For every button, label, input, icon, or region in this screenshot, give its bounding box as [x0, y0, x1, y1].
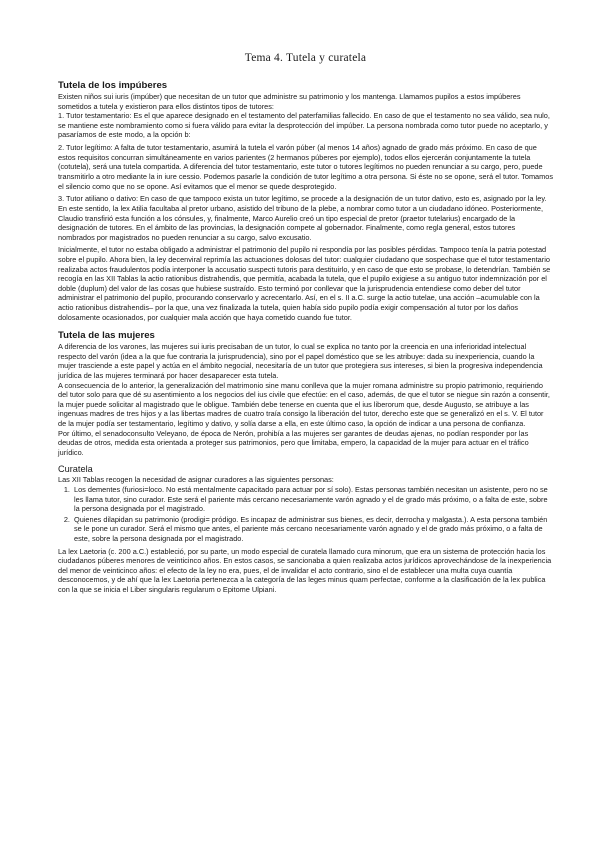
paragraph: Inicialmente, el tutor no estaba obligado a administrar el patrimonio del pupilo ni respondía por las posibles pérdidas. Tampoco tenía la patria potestad sobre el pupilo. Ahora bien, la ley decenviral reprimía las actuaciones dolosas del tutor: cualquier ciudadano que sospechase que el tutor testamentario realizaba actos fraudulentos podía interponer la accusatio suspecti tutoris para destituirlo, y en caso de que esto se probase, lo detendrían. También se recogía en las XII Tablas la actio rationibus distrahendis, que permitía, acabada la tutela, que el pupilo exigiese a su antiguo tutor indemnización por el doble (duplum) del valor de las cosas que hubiese sustraído. Esto terminó por conllevar que la jurisprudencia entendiese como deber del tutor administrar el patrimonio del pupilo, procurando conservarlo y acrecentarlo. Así, en el s. II a.C. surge la actio tutelae, una acción –acumulable con la actio rationibus distrahendis– por la que, una vez finalizada la tutela, quien había sido pupilo podía exigir compensación al tutor por los daños dolosamente ocasionados, por cualquier mala acción que haya cometido cuando fue tutor. [58, 245, 551, 322]
paragraph: La lex Laetoria (c. 200 a.C.) estableció, por su parte, un modo especial de curatela llamado cura minorum, que era un sistema de protección hacia los ciudadanos púberes menores de veinticinco años. En estos casos, se sancionaba a quien realizaba actos jurídicos aprovechándose de la inexperiencia del menor de veinticinco años: el efecto de la ley no era, pues, el de invalidar el acto contrario, sino el de establecer una multa cuya cuantía desconocemos, y de ahí que la lex Laetoria pertenezca a la categoría de las leges minus quam perfectae, conforme a la clasificación de la lex publica con la que se inicia el Liber singularis regularum o Epitome Ulpiani. [58, 546, 552, 594]
paragraph: A consecuencia de lo anterior, la generalización del matrimonio sine manu conlleva que la mujer romana administre su propio patrimonio, requiriendo del tutor solo para que dé su asentimiento a los negocios del ius civile que efectúe: en el caso, además, de que el tutor se niegue sin razón a consentir, la mujer puede solicitar al magistrado que le obligue. También debe tenerse en cuenta que el ius liberorum que, desde Augusto, se atribuye a las ingenuas madres de tres hijos y a las libertas madres de cuatro traía consigo la liberación del tutor, derecho este que se generalizó en el s. V. El tutor de la mujer podía ser testamentario, legítimo y dativo, y solía darse a ella, en este último caso, la opción de indicar a una persona de confianza. [58, 380, 550, 428]
section-heading: Tutela de los impúberes [58, 80, 168, 91]
section-heading: Curatela [58, 464, 93, 475]
paragraph: 3. Tutor atiliano o dativo: En caso de que tampoco exista un tutor legítimo, se procede a la designación de un tutor dativo, esto es, asignado por la ley. En este sentido, la lex Atilia facultaba al pretor urbano, asistido del tribuno de la plebe, a nombrar como tutor a un ciudadano idóneo. Posteriormente, Claudio transfirió esta función a los cónsules, y, finalmente, Marco Aurelio creó un tipo especial de pretor (praetor tutelarius) encargado de la designación de tutores. En el ámbito de las provincias, la designación compete al gobernador. Finalmente, como regla general, estos tutores nombrados por magistrados no pueden renunciar a su cargo, salvo excusatio. [58, 194, 547, 242]
paragraph: Por último, el senadoconsulto Veleyano, de época de Nerón, prohibía a las mujeres ser garantes de deudas ajenas, no podían responder por las deudas de otros, medida esta orientada a proteger sus patrimonios, pero que limitaba, empero, la capacidad de la mujer para actuar en el tráfico jurídico. [58, 428, 529, 457]
curatela-list [58, 485, 553, 544]
section-tutela-mujeres [58, 330, 553, 457]
paragraph: A diferencia de los varones, las mujeres sui iuris precisaban de un tutor, lo cual se explica no tanto por la creencia en una inferioridad intelectual respecto del varón (idea a la que fue contraria la jurisprudencia), sino por el papel doméstico que se les atribuye: dada su inexperiencia, cuando la mujer trasciende a este papel y actúa en el ámbito negocial, necesitaría de un tutor que protegiera sus intereses, si bien la progresiva independencia jurídica de las mujeres terminará por hacer desaparecer esta tutela. [58, 342, 543, 380]
paragraph: 2. Tutor legítimo: A falta de tutor testamentario, asumirá la tutela el varón púber (al menos 14 años) agnado de grado más próximo. En caso de que estos requisitos concurran simultáneamente en varios parientes (2 hermanos púberes por ejemplo), todos ellos ejercerán conjuntamente la tutela (cotutela), será una tutela compartida. A diferencia del tutor testamentario, este tutor o tutores legítimos no pueden renunciar a su cargo, pero, puede transmitirlo a otro mediante la in iure cessio. Podemos pasarle la condición de tutor legítimo a otra persona. Si éste no se opone, será el tutor. Tomamos el silencio como que no se opone. Así evitamos que el menor se quede desprotegido. [58, 143, 554, 191]
list-item: 2. Quienes dilapidan su patrimonio (prodigi= pródigo. Es incapaz de administrar sus bienes, es decir, derrocha y malgasta.). A esta persona también se le pone un curador. Será el mismo que antes, el pariente más cercano necesariamente varón agnado y el de grado más próximo, o a falta de este, sobre la persona designada por el magistrado. [72, 515, 553, 544]
list-item: 1. Los dementes (furiosi=loco. No está mentalmente capacitado para actuar por sí solo). Estas personas también necesitan un asistente, pero no se les llama tutor, sino curador. Este será el pariente más cercano necesariamente varón agnado y el de grado más próximo, o a falta de este, sobre la persona designada por el magistrado. [72, 485, 553, 514]
page-title: Tema 4. Tutela y curatela [244, 52, 367, 64]
paragraph: 1. Tutor testamentario: Es el que aparece designado en el testamento del paterfamilias fallecido. En caso de que el testamento no sea válido, sea nulo, se mantiene este nombramiento como si fuera válido para evitar la desprotección del impúber. La persona nombrada como tutor puede no aceptarlo, y pasaríamos de este modo, a la opción b: [58, 111, 550, 140]
section-heading: Tutela de las mujeres [58, 330, 155, 342]
section-curatela [58, 464, 553, 594]
section-tutela-impuberes [58, 80, 553, 322]
paragraph: Las XII Tablas recogen la necesidad de asignar curadores a las siguientes personas: [58, 475, 334, 485]
paragraph: Existen niños sui iuris (impúber) que necesitan de un tutor que administre su patrimonio y los mantenga. Llamamos pupilos a estos impúberes sometidos a tutela y existieron para ellos distintos tipos de tutores: [58, 92, 521, 111]
